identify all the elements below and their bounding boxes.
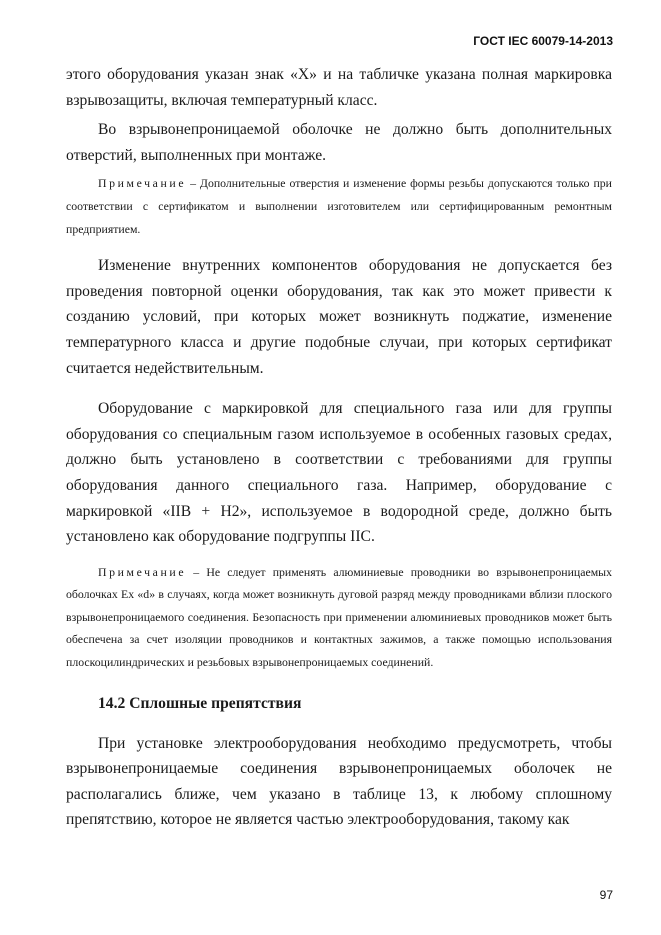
page-number: 97 [599, 888, 613, 902]
note-2 [66, 561, 612, 674]
note-2-label: Примечание [98, 564, 187, 579]
document-code-header: ГОСТ IEC 60079-14-2013 [473, 34, 613, 48]
note-1 [66, 172, 612, 240]
paragraph-1: этого оборудования указан знак «X» и на табличке указана полная маркировка взрывозащиты, включая температурный класс. [66, 66, 612, 109]
paragraph-5: При установке электрооборудования необходимо предусмотреть, чтобы взрывонепроницаемые соединения взрывонепроницаемых оболочек не располагались ближе, чем указано в таблице 13, к любому сплошному препятствию, которое не является частью электрооборудования, такому как [66, 734, 612, 829]
paragraph-4: Оборудование с маркировкой для специального газа или для группы оборудования со специальным газом используемое в особенных газовых средах, должно быть установлено в соответствии с требованиями для группы оборудования данного специального газа. Например, оборудование с маркировкой «IIB + H2», используемое в водородной среде, должно быть установлено как оборудование подгруппы IIC. [66, 400, 612, 546]
note-1-text: – Дополнительные отверстия и изменение формы резьбы допускаются только при соответствии с сертификатом и выполнении изготовителем или сертифицированным ремонтным предприятием. [66, 176, 612, 236]
section-heading: 14.2 Сплошные препятствия [98, 694, 302, 712]
paragraph-2: Во взрывонепроницаемой оболочке не должно быть дополнительных отверстий, выполненных при монтаже. [66, 121, 612, 164]
page-content [66, 62, 612, 833]
note-1-label: Примечание [98, 176, 187, 191]
note-2-text: – Не следует применять алюминиевые проводники во взрывонепроницаемых оболочках Ex «d» в случаях, когда может возникнуть дуговой разряд между проводниками вблизи плоского взрывонепроницаемого соединения. Безопасность при применении алюминиевых проводников может быть обеспечена за счет изоляции проводников и контактных зажимов, а также помощью использования плоскоцилиндрических и резьбовых взрывонепроницаемых соединений. [66, 564, 612, 670]
paragraph-3: Изменение внутренних компонентов оборудования не допускается без проведения повторной оценки оборудования, так как это может привести к созданию условий, при которых может возникнуть поджатие, изменение температурного класса и другие подобные случаи, при которых сертификат считается недействительным. [66, 257, 612, 377]
